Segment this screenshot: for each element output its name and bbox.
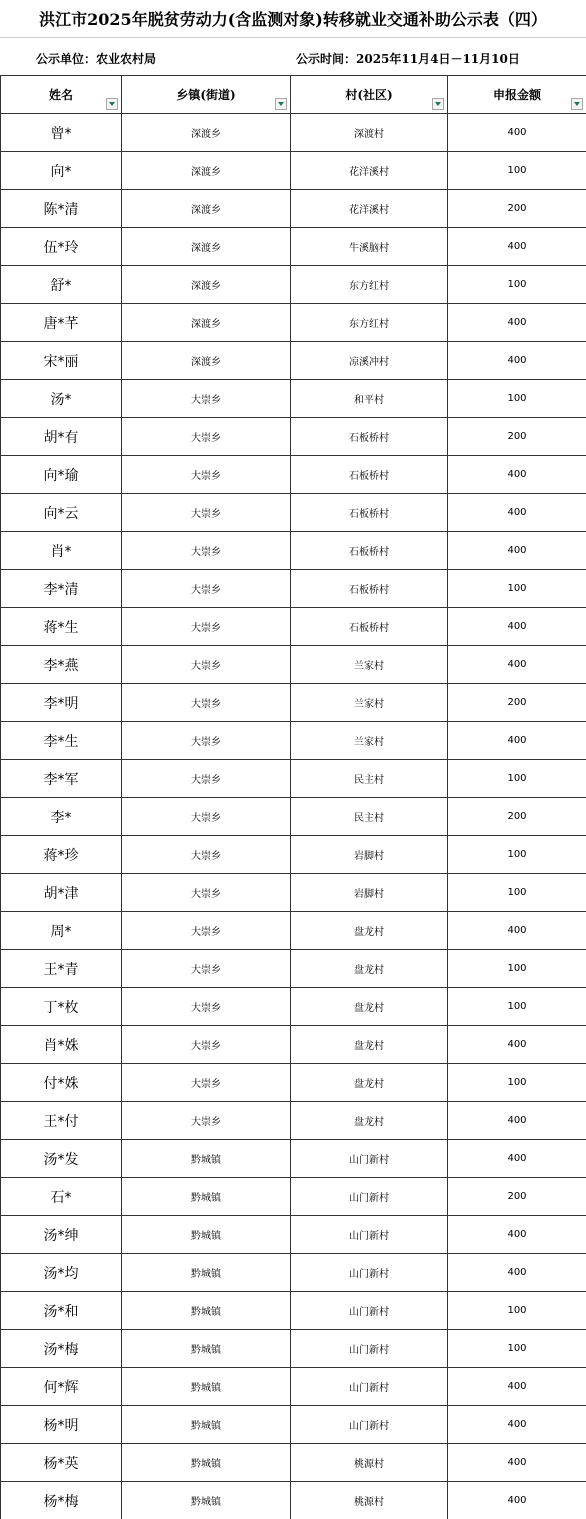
table-row	[1, 1178, 586, 1216]
amount-cell: 100	[448, 266, 586, 304]
village-cell: 盘龙村	[291, 950, 448, 988]
town-cell: 大崇乡	[122, 646, 291, 684]
town-cell: 深渡乡	[122, 342, 291, 380]
name-cell: 伍*玲	[1, 228, 122, 266]
table-row	[1, 1102, 586, 1140]
table-row	[1, 836, 586, 874]
name-cell: 杨*明	[1, 1406, 122, 1444]
amount-cell: 400	[448, 456, 586, 494]
amount-cell: 400	[448, 912, 586, 950]
village-cell: 山门新村	[291, 1178, 448, 1216]
town-cell: 大崇乡	[122, 570, 291, 608]
table-row	[1, 418, 586, 456]
amount-cell: 400	[448, 1140, 586, 1178]
village-cell: 石板桥村	[291, 456, 448, 494]
amount-cell: 400	[448, 1254, 586, 1292]
town-cell: 深渡乡	[122, 152, 291, 190]
table-row	[1, 152, 586, 190]
amount-cell: 100	[448, 950, 586, 988]
amount-cell: 100	[448, 836, 586, 874]
amount-cell: 100	[448, 152, 586, 190]
name-cell: 石*	[1, 1178, 122, 1216]
village-cell: 山门新村	[291, 1330, 448, 1368]
table-row	[1, 1254, 586, 1292]
name-cell: 胡*津	[1, 874, 122, 912]
town-cell: 黔城镇	[122, 1178, 291, 1216]
town-cell: 大崇乡	[122, 380, 291, 418]
amount-cell: 100	[448, 874, 586, 912]
name-cell: 蒋*生	[1, 608, 122, 646]
name-cell: 王*青	[1, 950, 122, 988]
name-cell: 汤*绅	[1, 1216, 122, 1254]
name-cell: 胡*有	[1, 418, 122, 456]
village-cell: 山门新村	[291, 1140, 448, 1178]
amount-cell: 400	[448, 608, 586, 646]
amount-cell: 100	[448, 1064, 586, 1102]
town-cell: 黔城镇	[122, 1216, 291, 1254]
amount-cell: 200	[448, 1178, 586, 1216]
table-row	[1, 266, 586, 304]
dropdown-arrow-icon	[574, 102, 580, 106]
town-cell: 深渡乡	[122, 190, 291, 228]
amount-cell: 400	[448, 1482, 586, 1519]
table-row	[1, 684, 586, 722]
table-row	[1, 760, 586, 798]
town-cell: 大崇乡	[122, 1064, 291, 1102]
table-row	[1, 798, 586, 836]
name-cell: 向*瑜	[1, 456, 122, 494]
village-cell: 山门新村	[291, 1254, 448, 1292]
column-header-amount	[448, 76, 586, 114]
town-cell: 大崇乡	[122, 836, 291, 874]
name-cell: 曾*	[1, 114, 122, 152]
town-cell: 深渡乡	[122, 228, 291, 266]
town-cell: 大崇乡	[122, 418, 291, 456]
town-cell: 大崇乡	[122, 722, 291, 760]
table-row	[1, 532, 586, 570]
amount-cell: 400	[448, 1444, 586, 1482]
column-header-label: 申报金额	[492, 88, 541, 102]
name-cell: 汤*	[1, 380, 122, 418]
column-header-town	[122, 76, 291, 114]
name-cell: 汤*梅	[1, 1330, 122, 1368]
name-cell: 舒*	[1, 266, 122, 304]
town-cell: 深渡乡	[122, 114, 291, 152]
amount-cell: 400	[448, 1216, 586, 1254]
village-cell: 东方红村	[291, 266, 448, 304]
amount-cell: 400	[448, 722, 586, 760]
name-cell: 肖*姝	[1, 1026, 122, 1064]
table-row	[1, 1444, 586, 1482]
table-header-row	[1, 76, 586, 114]
village-cell: 石板桥村	[291, 418, 448, 456]
table-row	[1, 874, 586, 912]
town-cell: 深渡乡	[122, 304, 291, 342]
village-cell: 和平村	[291, 380, 448, 418]
amount-cell: 400	[448, 1026, 586, 1064]
table-row	[1, 494, 586, 532]
dropdown-arrow-icon	[109, 102, 115, 106]
town-cell: 黔城镇	[122, 1330, 291, 1368]
name-cell: 蒋*珍	[1, 836, 122, 874]
publication-info	[0, 38, 586, 75]
name-cell: 王*付	[1, 1102, 122, 1140]
village-cell: 山门新村	[291, 1292, 448, 1330]
amount-cell: 100	[448, 1330, 586, 1368]
filter-dropdown-button[interactable]	[432, 98, 444, 110]
name-cell: 丁*枚	[1, 988, 122, 1026]
publication-period: 公示时间：2025年11月4日－11月10日	[296, 52, 520, 66]
village-cell: 山门新村	[291, 1368, 448, 1406]
column-header-label: 乡镇(街道)	[176, 88, 236, 102]
table-row	[1, 1406, 586, 1444]
page-title: 洪江市2025年脱贫劳动力(含监测对象)转移就业交通补助公示表（四）	[0, 0, 586, 38]
table-row	[1, 912, 586, 950]
amount-cell: 400	[448, 114, 586, 152]
town-cell: 大崇乡	[122, 1102, 291, 1140]
name-cell: 向*	[1, 152, 122, 190]
name-cell: 李*军	[1, 760, 122, 798]
name-cell: 宋*丽	[1, 342, 122, 380]
table-row	[1, 1482, 586, 1519]
table-row	[1, 190, 586, 228]
table-row	[1, 1026, 586, 1064]
column-header-label: 村(社区)	[345, 88, 393, 102]
town-cell: 大崇乡	[122, 494, 291, 532]
table-row	[1, 456, 586, 494]
town-cell: 大崇乡	[122, 988, 291, 1026]
table-row	[1, 1216, 586, 1254]
village-cell: 民主村	[291, 760, 448, 798]
table-row	[1, 988, 586, 1026]
village-cell: 兰家村	[291, 684, 448, 722]
table-row	[1, 114, 586, 152]
name-cell: 付*姝	[1, 1064, 122, 1102]
table-row	[1, 304, 586, 342]
name-cell: 何*辉	[1, 1368, 122, 1406]
town-cell: 黔城镇	[122, 1406, 291, 1444]
village-cell: 盘龙村	[291, 1102, 448, 1140]
table-row	[1, 608, 586, 646]
village-cell: 深渡村	[291, 114, 448, 152]
town-cell: 大崇乡	[122, 912, 291, 950]
table-row	[1, 950, 586, 988]
village-cell: 岩脚村	[291, 874, 448, 912]
amount-cell: 200	[448, 418, 586, 456]
name-cell: 陈*清	[1, 190, 122, 228]
village-cell: 盘龙村	[291, 1064, 448, 1102]
amount-cell: 100	[448, 380, 586, 418]
filter-dropdown-button[interactable]	[571, 98, 583, 110]
table-row	[1, 342, 586, 380]
village-cell: 盘龙村	[291, 1026, 448, 1064]
village-cell: 石板桥村	[291, 608, 448, 646]
village-cell: 盘龙村	[291, 988, 448, 1026]
village-cell: 石板桥村	[291, 532, 448, 570]
town-cell: 黔城镇	[122, 1444, 291, 1482]
table-row	[1, 380, 586, 418]
village-cell: 凉溪冲村	[291, 342, 448, 380]
name-cell: 汤*和	[1, 1292, 122, 1330]
village-cell: 兰家村	[291, 722, 448, 760]
table-row	[1, 570, 586, 608]
village-cell: 山门新村	[291, 1406, 448, 1444]
town-cell: 黔城镇	[122, 1292, 291, 1330]
town-cell: 大崇乡	[122, 798, 291, 836]
amount-cell: 100	[448, 988, 586, 1026]
village-cell: 兰家村	[291, 646, 448, 684]
town-cell: 大崇乡	[122, 608, 291, 646]
name-cell: 向*云	[1, 494, 122, 532]
name-cell: 李*明	[1, 684, 122, 722]
name-cell: 李*清	[1, 570, 122, 608]
amount-cell: 400	[448, 304, 586, 342]
town-cell: 黔城镇	[122, 1482, 291, 1519]
town-cell: 深渡乡	[122, 266, 291, 304]
town-cell: 大崇乡	[122, 532, 291, 570]
village-cell: 东方红村	[291, 304, 448, 342]
publishing-unit: 公示单位：农业农村局	[36, 52, 157, 66]
town-cell: 大崇乡	[122, 456, 291, 494]
town-cell: 黔城镇	[122, 1368, 291, 1406]
table-row	[1, 1140, 586, 1178]
town-cell: 黔城镇	[122, 1254, 291, 1292]
village-cell: 石板桥村	[291, 570, 448, 608]
village-cell: 桃源村	[291, 1482, 448, 1519]
name-cell: 杨*英	[1, 1444, 122, 1482]
column-header-village	[291, 76, 448, 114]
name-cell: 肖*	[1, 532, 122, 570]
town-cell: 大崇乡	[122, 1026, 291, 1064]
town-cell: 黔城镇	[122, 1140, 291, 1178]
table-row	[1, 228, 586, 266]
table-row	[1, 1330, 586, 1368]
town-cell: 大崇乡	[122, 950, 291, 988]
name-cell: 汤*发	[1, 1140, 122, 1178]
amount-cell: 400	[448, 1406, 586, 1444]
subsidy-table	[0, 75, 586, 1519]
dropdown-arrow-icon	[278, 102, 284, 106]
column-header-label: 姓名	[48, 88, 73, 102]
name-cell: 唐*芊	[1, 304, 122, 342]
village-cell: 民主村	[291, 798, 448, 836]
amount-cell: 100	[448, 570, 586, 608]
town-cell: 大崇乡	[122, 684, 291, 722]
amount-cell: 200	[448, 798, 586, 836]
dropdown-arrow-icon	[435, 102, 441, 106]
filter-dropdown-button[interactable]	[275, 98, 287, 110]
amount-cell: 400	[448, 1368, 586, 1406]
table-row	[1, 1292, 586, 1330]
table-row	[1, 722, 586, 760]
village-cell: 花洋溪村	[291, 190, 448, 228]
amount-cell: 200	[448, 684, 586, 722]
filter-dropdown-button[interactable]	[106, 98, 118, 110]
village-cell: 岩脚村	[291, 836, 448, 874]
amount-cell: 400	[448, 1102, 586, 1140]
village-cell: 牛溪脑村	[291, 228, 448, 266]
village-cell: 花洋溪村	[291, 152, 448, 190]
table-row	[1, 1064, 586, 1102]
town-cell: 大崇乡	[122, 760, 291, 798]
village-cell: 盘龙村	[291, 912, 448, 950]
amount-cell: 400	[448, 494, 586, 532]
amount-cell: 400	[448, 228, 586, 266]
amount-cell: 100	[448, 1292, 586, 1330]
name-cell: 李*燕	[1, 646, 122, 684]
column-header-name	[1, 76, 122, 114]
village-cell: 山门新村	[291, 1216, 448, 1254]
table-row	[1, 646, 586, 684]
amount-cell: 400	[448, 646, 586, 684]
name-cell: 周*	[1, 912, 122, 950]
amount-cell: 400	[448, 532, 586, 570]
town-cell: 大崇乡	[122, 874, 291, 912]
table-row	[1, 1368, 586, 1406]
village-cell: 桃源村	[291, 1444, 448, 1482]
village-cell: 石板桥村	[291, 494, 448, 532]
name-cell: 汤*均	[1, 1254, 122, 1292]
name-cell: 杨*梅	[1, 1482, 122, 1519]
amount-cell: 100	[448, 760, 586, 798]
amount-cell: 200	[448, 190, 586, 228]
amount-cell: 400	[448, 342, 586, 380]
name-cell: 李*	[1, 798, 122, 836]
name-cell: 李*生	[1, 722, 122, 760]
